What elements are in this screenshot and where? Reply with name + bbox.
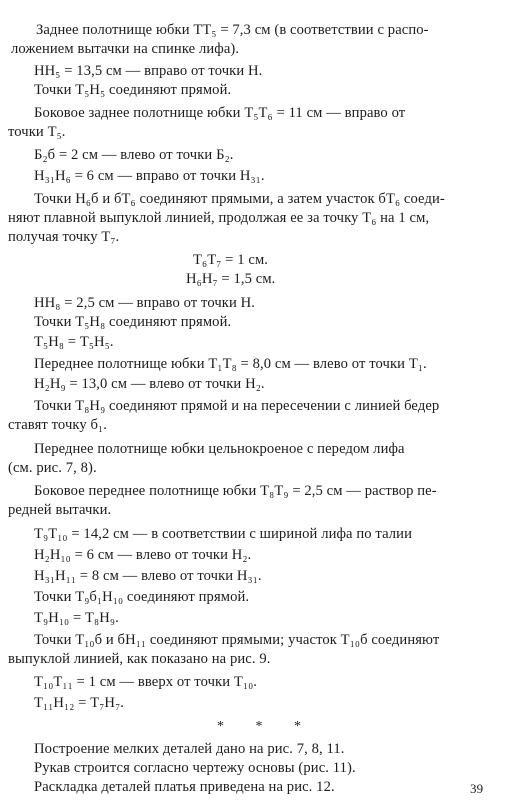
text-line: ложением вытачки на спинке лифа). — [11, 41, 240, 57]
text-line: Точки Т₈Н₉ соединяют прямой и на пересечении с линией бедер — [34, 398, 440, 414]
text-line: Т₅Н₈ = Т₅Н₅. — [34, 334, 114, 350]
text-line: Боковое заднее полотнище юбки Т₅Т₆ = 11 см — вправо от — [34, 105, 406, 121]
text-line: Т₁₁Н₁₂ = Т₇Н₇. — [34, 695, 125, 711]
text-line: Т₁₀Т₁₁ = 1 см — вверх от точки Т₁₀. — [34, 674, 258, 690]
text-line: НН₈ = 2,5 см — вправо от точки Н. — [34, 295, 256, 311]
text-line: Рукав строится согласно чертежу основы (рис. 11). — [34, 760, 356, 776]
text-line: Т₉Т₁₀ = 14,2 см — в соответствии с шириной лифа по талии — [34, 526, 412, 542]
text-line: Н₂Н₉ = 13,0 см — влево от точки Н₂. — [34, 376, 265, 392]
text-line: (см. рис. 7, 8). — [8, 460, 97, 476]
text-line: редней вытачки. — [8, 502, 112, 518]
text-line: Т₉Н₁₀ = Т₈Н₉. — [34, 610, 119, 626]
text-line: Н₃₁Н₁₁ = 8 см — влево от точки Н₃₁. — [34, 568, 262, 584]
text-line: точки Т₅. — [8, 124, 66, 140]
text-line: Точки Т₅Н₅ соединяют прямой. — [34, 82, 232, 98]
section-separator: * * * — [217, 719, 315, 734]
text-line: Н₃₁Н₆ = 6 см — вправо от точки Н₃₁. — [34, 168, 265, 184]
page-number: 39 — [470, 781, 484, 796]
text-line: ставят точку б₁. — [8, 417, 107, 433]
text-line: Построение мелких деталей дано на рис. 7, 8, 11. — [34, 741, 345, 757]
text-line: Боковое переднее полотнище юбки Т₈Т₉ = 2,5 см — раствор пе- — [34, 483, 437, 499]
text-line: Переднее полотнище юбки цельнокроеное с передом лифа — [34, 441, 405, 457]
text-line: Точки Т₁₀б и бН₁₁ соединяют прямыми; участок Т₁₀б соединяют — [34, 632, 440, 648]
formula-line: Н₆Н₇ = 1,5 см. — [186, 271, 276, 287]
text-line: Точки Т₉б₁Н₁₀ соединяют прямой. — [34, 589, 250, 605]
formula-line: Т₆Т₇ = 1 см. — [193, 252, 269, 268]
text-line: выпуклой линией, как показано на рис. 9. — [8, 651, 271, 667]
text-line: Н₂Н₁₀ = 6 см — влево от точки Н₂. — [34, 547, 252, 563]
text-line: Переднее полотнище юбки Т₁Т₈ = 8,0 см — влево от точки Т₁. — [34, 356, 427, 372]
text-line: Заднее полотнище юбки ТТ₅ = 7,3 см (в соответствии с распо- — [36, 22, 429, 38]
text-line: Точки Н₆б и бТ₆ соединяют прямыми, а затем участок бТ₆ соеди- — [34, 191, 445, 207]
text-line: няют плавной выпуклой линией, продолжая ее за точку Т₆ на 1 см, — [8, 210, 430, 226]
text-line: получая точку Т₇. — [8, 229, 120, 245]
text-line: НН₅ = 13,5 см — вправо от точки Н. — [34, 63, 263, 79]
text-line: Точки Т₅Н₈ соединяют прямой. — [34, 314, 232, 330]
text-line: Б₂б = 2 см — влево от точки Б₂. — [34, 147, 234, 163]
text-line: Раскладка деталей платья приведена на рис. 12. — [34, 779, 335, 795]
